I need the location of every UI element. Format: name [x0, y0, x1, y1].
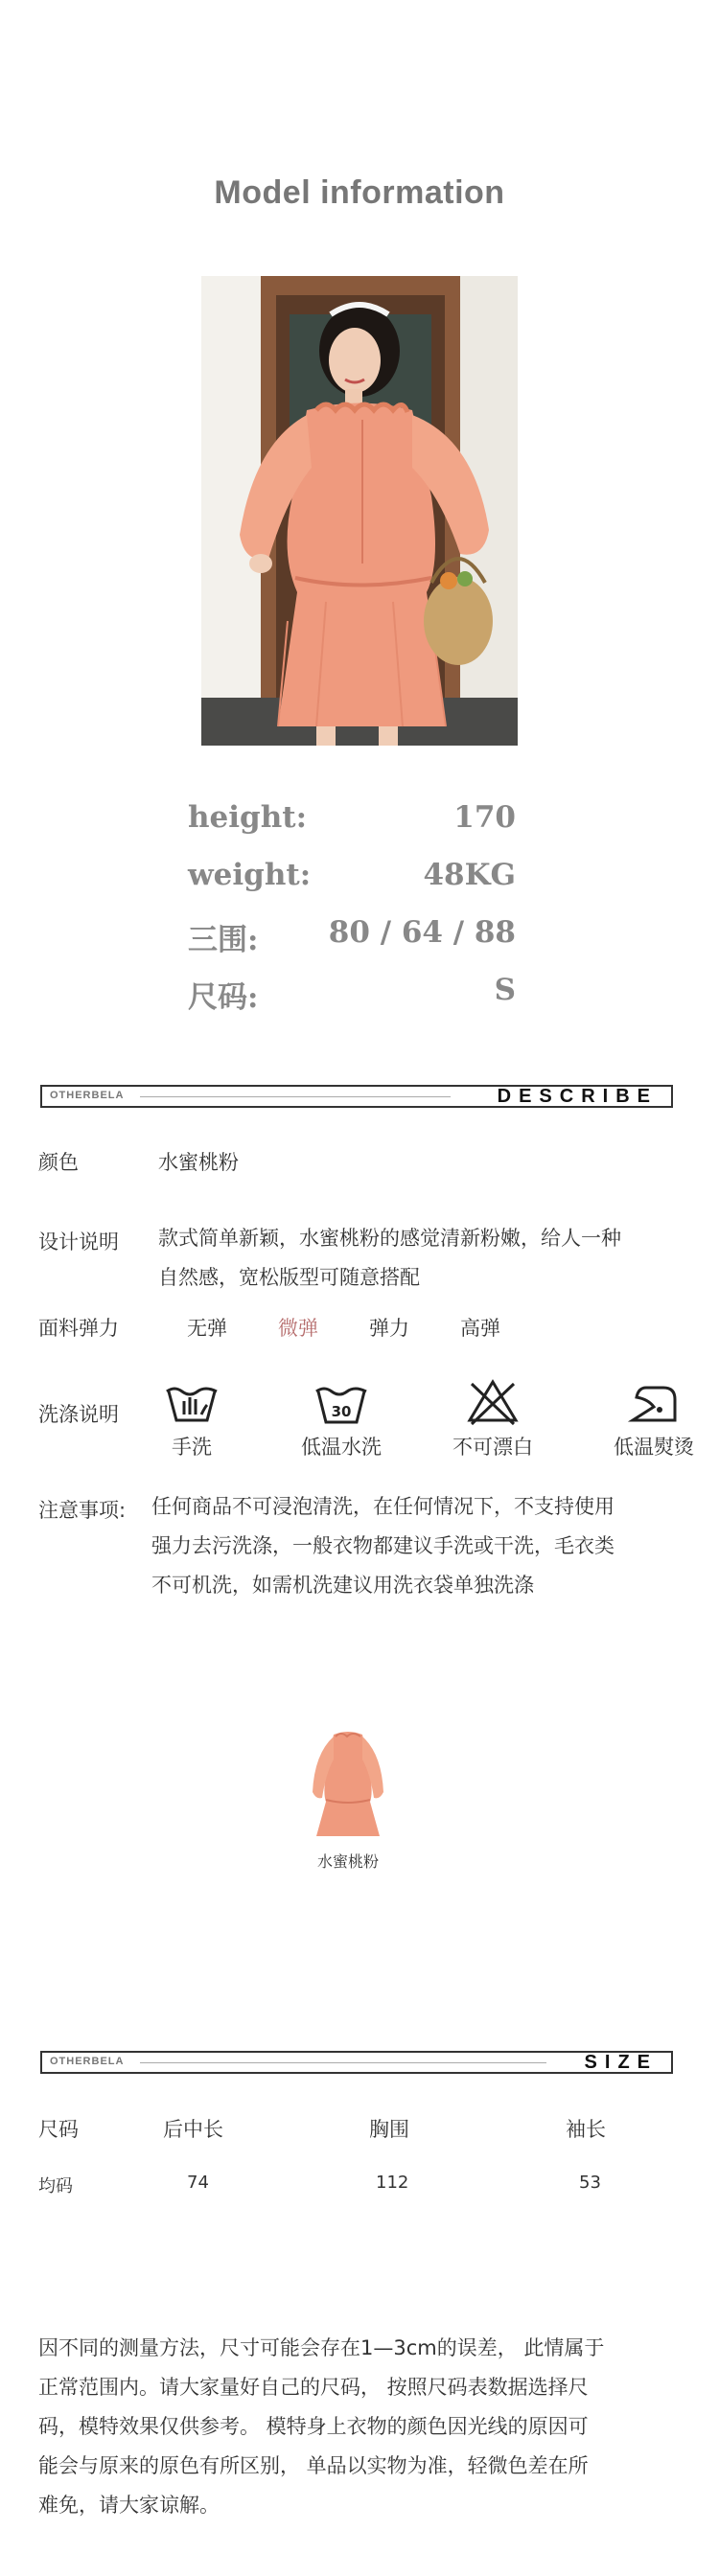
section-title: SIZE: [584, 2052, 658, 2073]
stretch-option-high: 高弹: [460, 1317, 500, 1340]
disclaimer-line: 正常范围内。请大家量好自己的尺码， 按照尺码表数据选择尺: [38, 2376, 589, 2399]
color-value: 水蜜桃粉: [158, 1151, 239, 1174]
describe-header-bar: [40, 1085, 673, 1108]
wash-label: 洗涤说明: [38, 1403, 119, 1426]
notice-line-2: 强力去污洗涤，一般衣物都建议手洗或干洗，毛衣类: [151, 1534, 615, 1557]
design-line-2: 自然感，宽松版型可随意搭配: [158, 1266, 420, 1289]
divider-line: [140, 1096, 451, 1097]
size-table-cell: 53: [579, 2173, 601, 2193]
notice-line-1: 任何商品不可浸泡清洗，在任何情况下，不支持使用: [151, 1495, 615, 1518]
measurements-label: 三围:: [188, 923, 259, 957]
size-table-header: 后中长: [163, 2118, 223, 2141]
stretch-option-slight: 微弹: [278, 1317, 318, 1340]
brand-label: OTHERBELA: [50, 2056, 125, 2067]
low-temp-iron-icon: [625, 1378, 683, 1428]
page-title: Model information: [214, 174, 505, 211]
hand-wash-icon: [163, 1378, 220, 1428]
size-table-cell: 74: [187, 2173, 209, 2193]
disclaimer-line: 难免，请大家谅解。: [38, 2494, 220, 2517]
height-value: 170: [453, 800, 516, 835]
color-swatch-dress: [305, 1725, 391, 1840]
weight-label: weight:: [188, 858, 312, 892]
no-bleach-caption: 不可漂白: [452, 1436, 533, 1459]
size-table-header: 袖长: [566, 2118, 606, 2141]
model-illustration: [201, 276, 518, 746]
disclaimer-line: 能会与原来的原色有所区别， 单品以实物为准，轻微色差在所: [38, 2454, 589, 2477]
color-label: 颜色: [38, 1151, 79, 1174]
weight-value: 48KG: [423, 858, 516, 892]
size-table-header: 尺码: [38, 2118, 79, 2141]
low-temp-iron-caption: 低温熨烫: [614, 1436, 694, 1459]
divider-line: [140, 2062, 546, 2063]
swatch-caption: 水蜜桃粉: [316, 1852, 379, 1871]
measurement-disclaimer: [38, 2329, 683, 2525]
measurements-value: 80 / 64 / 88: [328, 915, 516, 950]
size-table-header: 胸围: [369, 2118, 409, 2141]
section-title: DESCRIBE: [497, 1086, 658, 1107]
low-temp-wash-caption: 低温水洗: [301, 1436, 382, 1459]
brand-label: OTHERBELA: [50, 1090, 125, 1101]
no-bleach-icon: [464, 1376, 522, 1426]
size-value: S: [494, 973, 516, 1007]
notice-line-3: 不可机洗，如需机洗建议用洗衣袋单独洗涤: [151, 1574, 534, 1597]
size-table-cell: 112: [376, 2173, 409, 2193]
stretch-option-medium: 弹力: [369, 1317, 409, 1340]
height-label: height:: [188, 800, 308, 835]
size-label: 尺码:: [188, 980, 259, 1015]
size-table-cell: 均码: [38, 2176, 73, 2196]
design-line-1: 款式简单新颖，水蜜桃粉的感觉清新粉嫩，给人一种: [158, 1227, 621, 1250]
disclaimer-line: 因不同的测量方法，尺寸可能会存在1—3cm的误差， 此情属于: [38, 2336, 605, 2359]
size-header-bar: [40, 2051, 673, 2074]
wash-temperature: 30: [331, 1403, 352, 1420]
disclaimer-line: 码，模特效果仅供参考。 模特身上衣物的颜色因光线的原因可: [38, 2415, 589, 2438]
hand-wash-caption: 手洗: [172, 1436, 212, 1459]
notice-label: 注意事项:: [38, 1499, 127, 1522]
design-label: 设计说明: [38, 1230, 119, 1254]
stretch-option-none: 无弹: [187, 1317, 227, 1340]
low-temp-wash-icon: [313, 1378, 370, 1428]
model-photo: [201, 276, 518, 746]
stretch-label: 面料弹力: [38, 1317, 119, 1340]
